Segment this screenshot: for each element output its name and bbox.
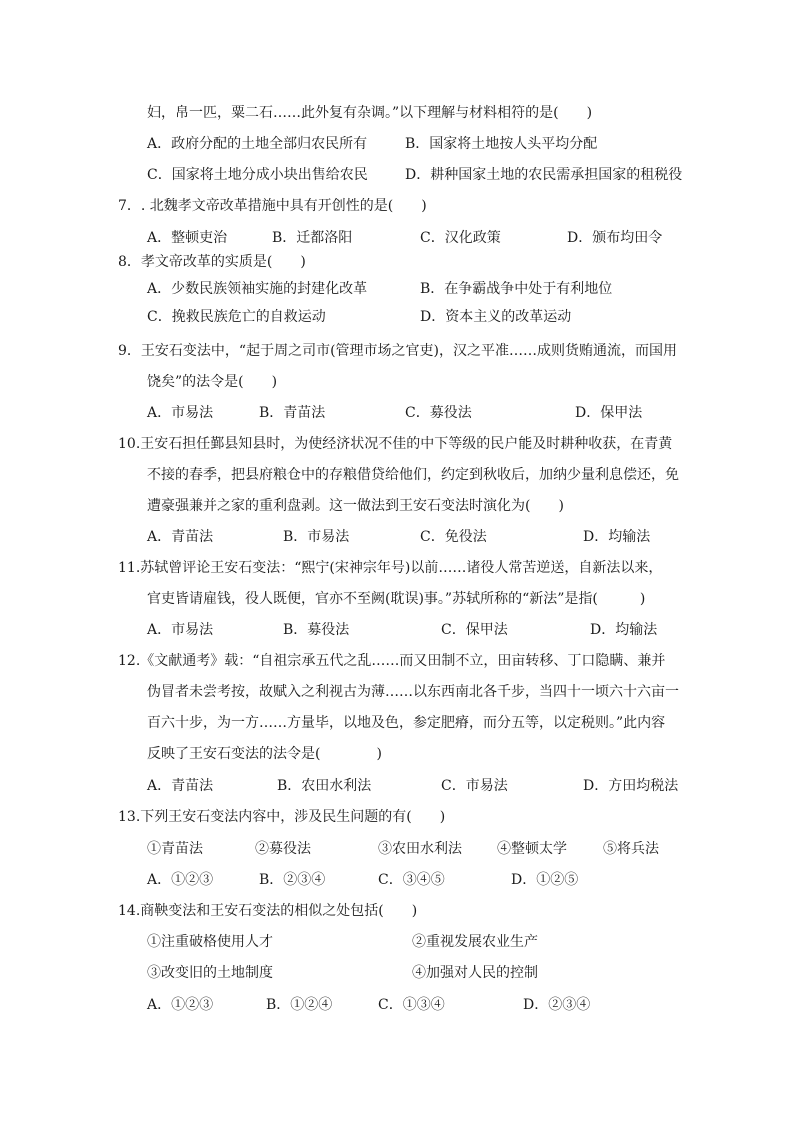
q9-option-c: C．募役法 <box>405 405 472 421</box>
q9-stem-line2: 饶矣”的法令是( ) <box>147 374 278 390</box>
q13-option-b: B．②③④ <box>259 872 326 888</box>
q12-option-c: C．市易法 <box>441 778 508 794</box>
q13-option-a: A．①②③ <box>147 872 214 888</box>
q6-option-d: D．耕种国家土地的农民需承担国家的租税役 <box>405 167 683 183</box>
q14-option-c: C．①③④ <box>378 997 445 1013</box>
q6-stem-continuation: 妇，帛一匹，粟二石……此外复有杂调。”以下理解与材料相符的是( ) <box>147 105 593 121</box>
q8-option-a: A．少数民族领袖实施的封建化改革 <box>147 281 368 297</box>
q7-option-a: A．整顿吏治 <box>147 230 228 246</box>
q11-option-d: D．均输法 <box>590 622 658 638</box>
q14-option-a: A．①②③ <box>147 997 214 1013</box>
q14-item-1: ①注重破格使用人才 <box>147 934 273 950</box>
q13-item-4: ④整顿太学 <box>497 841 567 857</box>
q12-stem-line2: 伪冒者未尝考按，故赋入之利视古为薄……以东西南北各千步，当四十一顷六十六亩一 <box>147 684 679 700</box>
q12-option-b: B．农田水利法 <box>277 778 372 794</box>
q10-option-d: D．均输法 <box>583 529 651 545</box>
q12-stem-line1: 12.《文献通考》载：“自祖宗承五代之乱……而又田制不立，田亩转移、丁口隐瞒、兼并 <box>118 653 666 669</box>
q7-option-c: C．汉化政策 <box>420 230 501 246</box>
q13-item-1: ①青苗法 <box>147 841 203 857</box>
q12-stem-line4: 反映了王安石变法的法令是( ) <box>147 746 382 762</box>
q7-option-d: D．颁布均田令 <box>567 230 663 246</box>
q14-option-b: B．①②④ <box>266 997 333 1013</box>
q10-option-a: A．青苗法 <box>147 529 214 545</box>
q14-item-2: ②重视发展农业生产 <box>412 934 538 950</box>
q9-stem-line1: 9．王安石变法中，“起于周之司市(管理市场之官吏)，汉之平准……成则货贿通流，而国用 <box>118 343 677 359</box>
q11-stem-line2: 官吏皆请雇钱，役人既便，官亦不至阙(耽误)事。”苏轼所称的“新法”是指( ) <box>147 591 646 607</box>
q10-stem-line1: 10.王安石担任鄞县知县时，为使经济状况不佳的中下等级的民户能及时耕种收获，在青黄 <box>118 436 673 452</box>
q8-option-c: C．挽救民族危亡的自救运动 <box>147 309 326 325</box>
q10-stem-line2: 不接的春季，把县府粮仓中的存粮借贷给他们，约定到秋收后，加纳少量利息偿还，免 <box>147 467 679 483</box>
q11-option-c: C．保甲法 <box>441 622 508 638</box>
q10-stem-line3: 遭豪强兼并之家的重利盘剥。这一做法到王安石变法时演化为( ) <box>147 498 564 514</box>
q13-option-d: D．①②⑤ <box>511 872 579 888</box>
q6-option-c: C．国家将土地分成小块出售给农民 <box>147 167 368 183</box>
q12-option-a: A．青苗法 <box>147 778 214 794</box>
q10-option-b: B．市易法 <box>283 529 350 545</box>
q14-stem: 14.商鞅变法和王安石变法的相似之处包括( ) <box>118 903 418 919</box>
q13-item-5: ⑤将兵法 <box>603 841 659 857</box>
q11-option-a: A．市易法 <box>147 622 214 638</box>
q7-option-b: B．迁都洛阳 <box>272 230 353 246</box>
q7-stem: 7．. 北魏孝文帝改革措施中具有开创性的是( ) <box>118 198 427 214</box>
q9-option-b: B．青苗法 <box>259 405 326 421</box>
q14-item-3: ③改变旧的土地制度 <box>147 965 273 981</box>
q11-stem-line1: 11.苏轼曾评论王安石变法：“熙宁(宋神宗年号)以前……诸役人常苦逆送，自新法以来， <box>118 560 663 576</box>
q13-item-3: ③农田水利法 <box>378 841 462 857</box>
q14-item-4: ④加强对人民的控制 <box>412 965 538 981</box>
q10-option-c: C．免役法 <box>420 529 487 545</box>
q12-stem-line3: 百六十步，为一方……方量毕，以地及色，参定肥瘠，而分五等，以定税则。”此内容 <box>147 715 666 731</box>
q8-stem: 8．孝文帝改革的实质是( ) <box>118 254 306 270</box>
q9-option-d: D．保甲法 <box>575 405 643 421</box>
q8-option-d: D．资本主义的改革运动 <box>420 309 572 325</box>
q8-option-b: B．在争霸战争中处于有利地位 <box>420 281 613 297</box>
q11-option-b: B．募役法 <box>283 622 350 638</box>
q6-option-a: A．政府分配的土地全部归农民所有 <box>147 136 368 152</box>
q13-stem: 13.下列王安石变法内容中，涉及民生问题的有( ) <box>118 809 446 825</box>
q9-option-a: A．市易法 <box>147 405 214 421</box>
q6-option-b: B．国家将土地按人头平均分配 <box>405 136 598 152</box>
q13-option-c: C．③④⑤ <box>378 872 445 888</box>
q12-option-d: D．方田均税法 <box>583 778 679 794</box>
q13-item-2: ②募役法 <box>255 841 311 857</box>
q14-option-d: D．②③④ <box>523 997 591 1013</box>
